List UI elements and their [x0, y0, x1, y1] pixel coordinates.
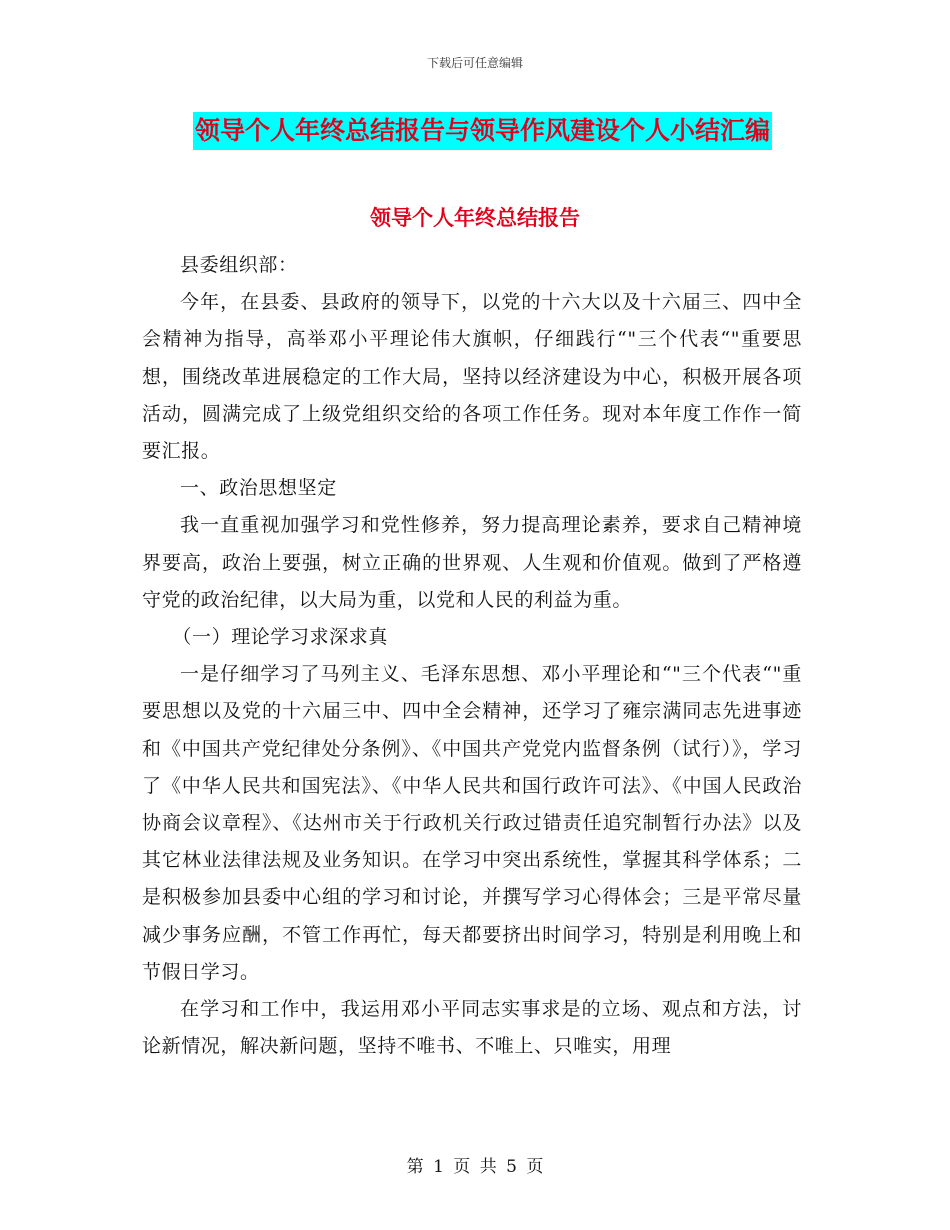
document-title: 领导个人年终总结报告与领导作风建设个人小结汇编 [193, 112, 772, 150]
heading-theory-study: （一）理论学习求深求真 [172, 626, 388, 649]
paragraph-intro: 今年，在县委、县政府的领导下，以党的十六大以及十六届三、四中全会精神为指导，高举邓小平理论伟大旗帜，仔细践行“"三个代表“"重要思想，围绕改革进展稳定的工作大局，坚持以经济建设为中心，积极开展各项活动，圆满完成了上级党组织交给的各项工作任务。现对本年度工作作一简要汇报。 [142, 291, 802, 463]
header-note: 下载后可任意编辑 [426, 56, 523, 70]
paragraph-theory-study: 一是仔细学习了马列主义、毛泽东思想、邓小平理论和“"三个代表“"重要思想以及党的十六届三中、四中全会精神，还学习了雍宗满同志先进事迹和《中国共产党纪律处分条例》、《中国共产党党内监督条例（试行）》，学习了《中华人民共和国宪法》、《中华人民共和国行政许可法》、《中国人民政治协商会议章程》、《达州市关于行政机关行政过错责任追究制暂行办法》以及其它林业法律法规及业务知识。在学习中突出系统性，掌握其科学体系；二是积极参加县委中心组的学习和讨论，并撰写学习心得体会；三是平常尽量减少事务应酬，不管工作再忙，每天都要挤出时间学习，特别是利用晚上和节假日学习。 [142, 663, 802, 983]
page-footer: 第 1 页 共 5 页 [406, 1157, 544, 1177]
heading-political: 一、政治思想坚定 [180, 477, 337, 500]
paragraph-practice: 在学习和工作中，我运用邓小平同志实事求是的立场、观点和方法，讨论新情况，解决新问题，坚持不唯书、不唯上、只唯实，用理 [142, 998, 802, 1058]
paragraph-political: 我一直重视加强学习和党性修养，努力提高理论素养，要求自己精神境界要高，政治上要强，树立正确的世界观、人生观和价值观。做到了严格遵守党的政治纪律，以大局为重，以党和人民的利益为重。 [142, 514, 802, 611]
salutation: 县委组织部： [180, 254, 298, 276]
body-text [142, 247, 802, 1065]
section-title: 领导个人年终总结报告 [370, 206, 580, 230]
